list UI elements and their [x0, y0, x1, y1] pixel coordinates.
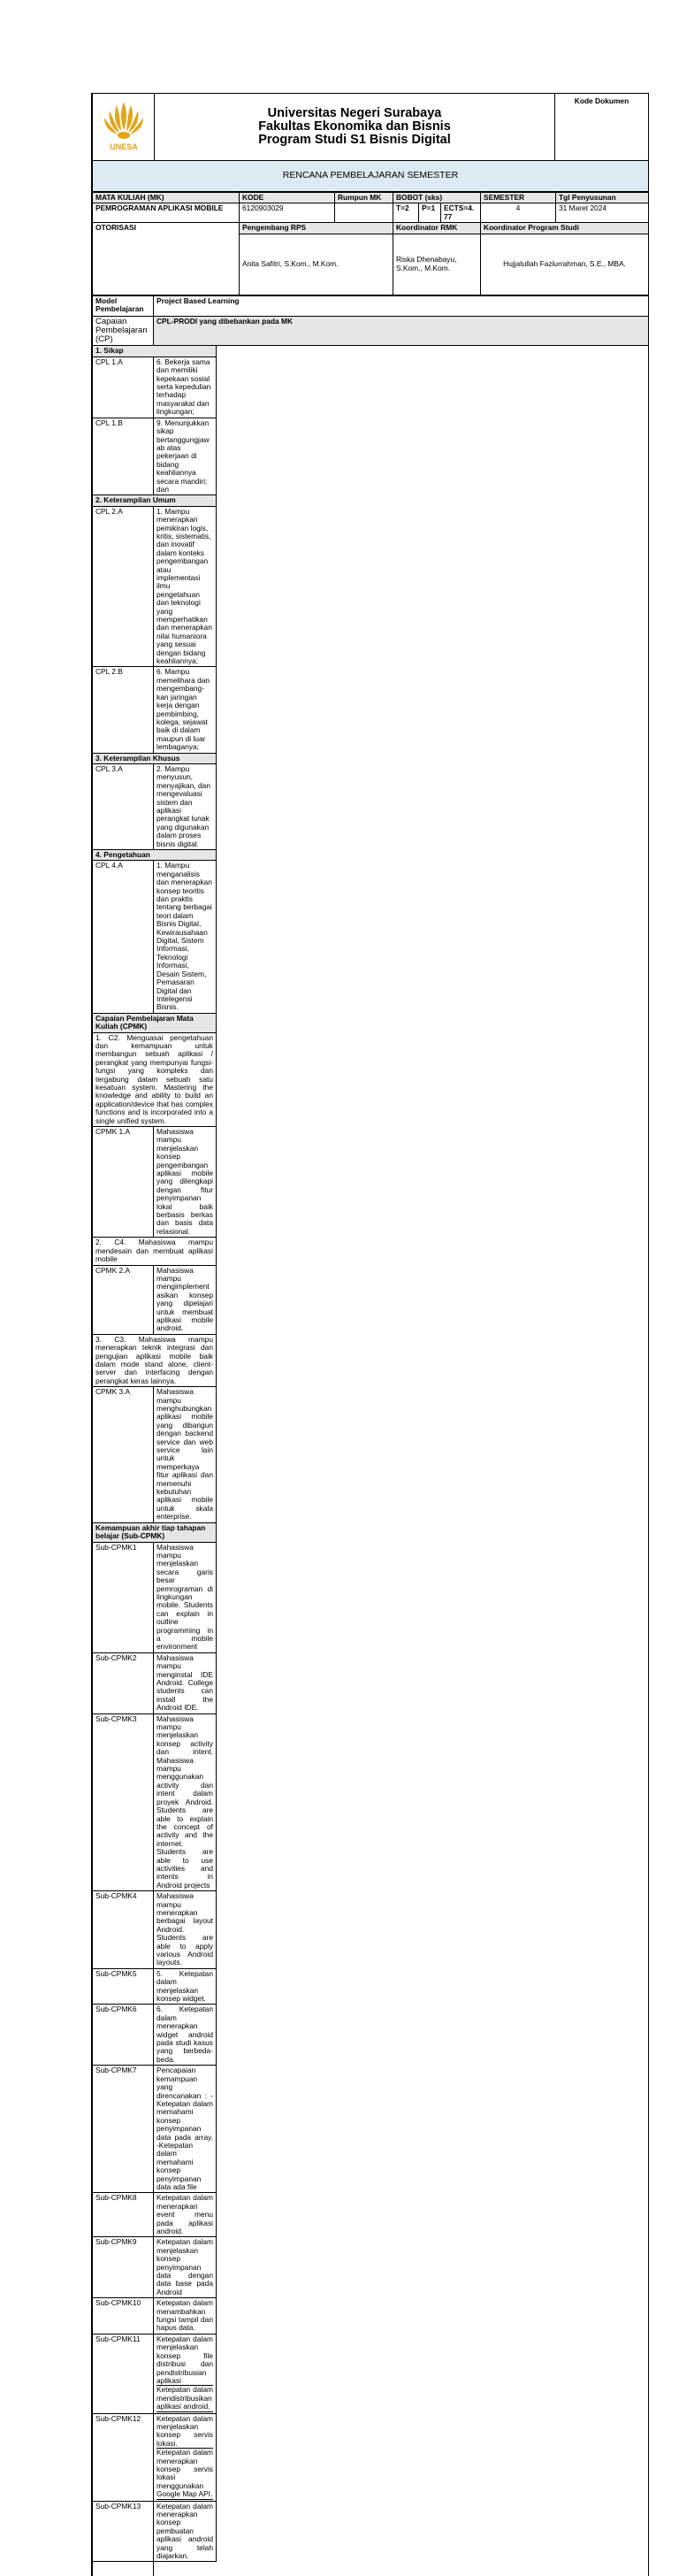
cpl-row — [93, 418, 649, 495]
cpl-code: CPL 3.A — [93, 763, 154, 849]
doc-code-label: Kode Dokumen — [555, 94, 649, 161]
cpl-text: 6. Bekerja sama dan memiliki kepekaan sosial serta kepedulian terhadap masyarakat dan lingkungan; — [154, 356, 217, 418]
koordinator-prodi-label: Koordinator Program Studi — [481, 223, 649, 234]
kode-label: KODE — [240, 193, 335, 203]
sub-cpmk-row — [93, 2298, 649, 2334]
header-table — [92, 93, 649, 192]
sub-cpmk-line: Mahasiswa mampu menerapkan berbagai layout Android. Students are able to apply various Android layouts. — [156, 1891, 213, 1967]
sub-cpmk-code: Sub-CPMK1 — [93, 1542, 154, 1652]
credit-p: P=1 — [419, 203, 441, 223]
cp-label: Capaian Pembelajaran (CP) — [93, 317, 154, 346]
otorisasi-label: OTORISASI — [93, 223, 240, 295]
sub-cpmk-line: Ketepatan dalam mendistribusikan aplikasi android. — [156, 2385, 213, 2411]
sub-cpmk-code: Sub-CPMK8 — [93, 2193, 154, 2237]
cpl-code: CPL 2.A — [93, 506, 154, 667]
sub-cpmk-code: Sub-CPMK13 — [93, 2501, 154, 2562]
cpmk-code: CPMK 3.A — [93, 1387, 154, 1523]
cpl-code: CPL 4.A — [93, 861, 154, 1013]
course-rumpun — [335, 203, 393, 223]
cpmk-row — [93, 1265, 649, 1334]
sub-cpmk-text — [154, 2005, 217, 2066]
sub-cpmk-text — [154, 2501, 217, 2562]
sub-cpmk-line: Mahasiswa mampu menjelaskan secara garis besar pemrograman di lingkungan mobile. Students can explain in outline programming in a mobile environment — [156, 1542, 213, 1652]
cpl-text: 2. Mampu menyusun, menyajikan, dan mengevaluasi sistem dan aplikasi perangkat lunak yang digunakan dalam proses bisnis digital. — [154, 763, 217, 849]
cpmk-intro: 1. C2. Menguasai pengetahuan dan kemampuan untuk membangun sebuah aplikasi / perangkat yang mempunyai fungsi-fungsi yang kompleks dan tergabung dalam sebuah satu kesatuan system. Mastering the knowledge and ability to build an application/device that has complex functions and is incorporated into a single unified system. — [93, 1032, 217, 1126]
unesa-logo — [93, 94, 155, 161]
sub-cpmk-code: Sub-CPMK5 — [93, 1968, 154, 2005]
sub-cpmk-row — [93, 1652, 649, 1714]
sub-cpmk-code: Sub-CPMK9 — [93, 2237, 154, 2298]
sub-cpmk-row — [93, 1891, 649, 1969]
mk-label: MATA KULIAH (MK) — [93, 193, 240, 203]
cp-body — [93, 346, 649, 2576]
cpmk-text: Mahasiswa mampu menghubungkan aplikasi mobile yang dibangun dengan backend service dan web service lain untuk memperkaya fitur aplikasi dan memenuhi kebutuhan aplikasi mobile untuk skala enterprise. — [154, 1387, 217, 1523]
cpl-prodi-header: CPL-PRODI yang dibebankan pada MK — [154, 317, 649, 346]
sub-cpmk-row — [93, 2066, 649, 2193]
cpl-group-title: 2. Keterampilan Umum — [93, 495, 217, 506]
koordinator-rmk-label: Koordinator RMK — [393, 223, 481, 234]
empty-cell — [154, 2562, 217, 2576]
rumpun-label: Rumpun MK — [335, 193, 393, 203]
institution-title — [155, 94, 555, 161]
sub-cpmk-row — [93, 2334, 649, 2413]
cpl-row — [93, 506, 649, 667]
sub-cpmk-line: Ketepatan dalam menerapkan event menu pada aplikasi android. — [156, 2193, 213, 2235]
cpl-group-title: 1. Sikap — [93, 346, 217, 356]
cpl-row — [93, 667, 649, 753]
model-label: Model Pembelajaran — [93, 295, 154, 317]
sub-cpmk-line: Ketepatan dalam menjelaskan konsep file distribusi dan pendistribusian aplikasi — [156, 2334, 213, 2385]
sub-cpmk-line: Ketepatan dalam menjelaskan konsep penyimpanan data dengan data base pada Android — [156, 2237, 213, 2296]
cpl-group-title: 3. Keterampilan Khusus — [93, 753, 217, 763]
rps-document — [91, 93, 649, 2576]
cpl-row — [93, 861, 649, 1013]
sub-cpmk-code: Sub-CPMK6 — [93, 2005, 154, 2066]
pengembang-name: Anita Safitri, S.Kom., M.Kom. — [240, 234, 393, 295]
sub-cpmk-text — [154, 2298, 217, 2334]
cpl-row — [93, 763, 649, 849]
sub-cpmk-line: Ketepatan dalam menerapkan konsep pembuatan aplikasi android yang telah diajarkan. — [156, 2501, 213, 2561]
course-name: PEMROGRAMAN APLIKASI MOBILE — [93, 203, 240, 223]
cpl-text: 1. Mampu menerapkan pemikiran logis, kritis, sistematis, dan inovatif dalam konteks pengembangan atau implementasi ilmu pengetahuan dan teknologi yang memperhatikan dan menerapkan nilai humaniora yang sesuai dengan bidang keahliannya; — [154, 506, 217, 667]
model-value: Project Based Learning — [154, 295, 649, 317]
sub-cpmk-line: Ketepatan dalam menambahkan fungsi tampil dan hapus data. — [156, 2298, 213, 2333]
sub-cpmk-text — [154, 1542, 217, 1652]
cpmk-text: Mahasiswa mampu menjelaskan konsep pengembangan aplikasi mobile yang dilengkapi dengan fitur penyimpanan lokal baik berbasis berkas dan basis data relasional. — [154, 1127, 217, 1238]
credit-t: T=2 — [393, 203, 419, 223]
sub-cpmk-row — [93, 2501, 649, 2562]
sub-cpmk-code: Sub-CPMK10 — [93, 2298, 154, 2334]
cpmk-header: Capaian Pembelajaran Mata Kuliah (CPMK) — [93, 1013, 217, 1032]
cpl-text: 9. Menunjukkan sikap bertanggungjawab atas pekerjaan di bidang keahliannya secara mandiri; dan — [154, 418, 217, 495]
sub-cpmk-text — [154, 1652, 217, 1714]
sub-cpmk-row — [93, 2005, 649, 2066]
tgl-label: Tgl Penyusunan — [556, 193, 649, 203]
cpmk-row — [93, 1387, 649, 1523]
sub-cpmk-code: Sub-CPMK11 — [93, 2334, 154, 2413]
sub-cpmk-line: Mahasiswa mampu menjelaskan konsep activity dan intent. Mahasiswa mampu menggunakan activity dan intent dalam proyek Android. Students are able to explain the concept of activity and the internet. Students are able to use activities and intents in Android projects — [156, 1714, 213, 1890]
sub-cpmk-text — [154, 2413, 217, 2501]
cpmk-text: Mahasiswa mampu mengimplementasikan konsep yang dipelajari untuk membuat aplikasi mobile android. — [154, 1265, 217, 1334]
sub-cpmk-line: 6. Ketepatan dalam menerapkan widget android pada studi kasus yang berbeda-beda. — [156, 2005, 213, 2064]
cpmk-code: CPMK 2.A — [93, 1265, 154, 1334]
sub-cpmk-row — [93, 1968, 649, 2005]
course-semester: 4 — [481, 203, 556, 223]
sub-cpmk-text — [154, 2334, 217, 2413]
course-date: 31 Maret 2024 — [556, 203, 649, 223]
sub-cpmk-text — [154, 2193, 217, 2237]
cpl-row — [93, 356, 649, 418]
sub-cpmk-line: Mahasiswa mampu menginstal IDE Android. College students can install the Android IDE. — [156, 1652, 213, 1713]
sub-cpmk-code: Sub-CPMK2 — [93, 1652, 154, 1714]
cpl-group-title: 4. Pengetahuan — [93, 850, 217, 861]
document-title: RENCANA PEMBELAJARAN SEMESTER — [93, 161, 649, 192]
course-table — [92, 192, 649, 295]
sub-cpmk-text — [154, 1891, 217, 1969]
koordinator-prodi-name: Hujjatullah Fazlurrahman, S.E., MBA. — [481, 234, 649, 295]
cpmk-intro: 2. C4. Mahasiswa mampu mendesain dan membuat aplikasi mobile — [93, 1238, 217, 1265]
sub-cpmk-text — [154, 2237, 217, 2298]
cpmk-row — [93, 1127, 649, 1238]
cpl-code: CPL 1.A — [93, 356, 154, 418]
sub-cpmk-row — [93, 1542, 649, 1652]
cpmk-intro: 3. C3. Mahasiswa mampu menerapkan teknik integrasi dan pengujian aplikasi mobile baik dalam mode stand alone, client-server dan interfacing dengan perangkat keras lainnya. — [93, 1334, 217, 1386]
sub-cpmk-header: Kemampuan akhir tiap tahapan belajar (Sub-CPMK) — [93, 1522, 217, 1542]
cpl-code: CPL 2.B — [93, 667, 154, 753]
cp-table — [92, 295, 649, 2576]
sub-cpmk-line: Ketepatan dalam menerapkan konsep servis lokasi menggunakan Google Map API. — [156, 2448, 213, 2499]
sub-cpmk-code: Sub-CPMK3 — [93, 1714, 154, 1891]
cpl-code: CPL 1.B — [93, 418, 154, 495]
sub-cpmk-text — [154, 2066, 217, 2193]
sub-cpmk-text — [154, 1714, 217, 1891]
university-name: Universitas Negeri Surabaya — [267, 106, 442, 120]
pengembang-label: Pengembang RPS — [240, 223, 393, 234]
sub-cpmk-code: Sub-CPMK7 — [93, 2066, 154, 2193]
sub-cpmk-code: Sub-CPMK4 — [93, 1891, 154, 1969]
sub-cpmk-row — [93, 2193, 649, 2237]
cpl-text: 6. Mampu memelihara dan mengembang-kan jaringan kerja dengan pembimbing, kolega, sejawat baik di dalam maupun di luar lembaganya; — [154, 667, 217, 753]
empty-cell — [93, 2562, 154, 2576]
sub-cpmk-code: Sub-CPMK12 — [93, 2413, 154, 2501]
koordinator-rmk-name: Riska Dhenabayu, S.Kom., M.Kom. — [393, 234, 481, 295]
unesa-logo-icon — [101, 98, 147, 153]
sub-cpmk-text — [154, 1968, 217, 2005]
sub-cpmk-row — [93, 2413, 649, 2501]
sub-cpmk-line: Pencapaian kemampuan yang direncanakan : -Ketepatan dalam memahami konsep penyimpanan data pada array. -Ketepatan dalam memahami konsep penyimpanan data ada file — [156, 2066, 213, 2191]
course-code: 6120903029 — [240, 203, 335, 223]
semester-label: SEMESTER — [481, 193, 556, 203]
cpl-text: 1. Mampu menganalisis dan menerapkan konsep teoritis dan praktis tentang berbagai teori dalam Bisnis Digital, Kewirausahaan Digital, Sistem Informasi, Teknologi Informasi, Desain Sistem, Pemasaran Digital dan Intelegensi Bisnis. — [154, 861, 217, 1013]
faculty-name: Fakultas Ekonomika dan Bisnis — [258, 119, 451, 134]
program-name: Program Studi S1 Bisnis Digital — [258, 133, 451, 147]
sub-cpmk-row — [93, 1714, 649, 1891]
sub-cpmk-line: 5. Ketepatan dalam menjelaskan konsep widget. — [156, 1968, 213, 2004]
sub-cpmk-row — [93, 2237, 649, 2298]
svg-text:UNESA: UNESA — [109, 142, 138, 152]
credit-ects: ECTS=4.77 — [441, 203, 481, 223]
sub-cpmk-line: Ketepatan dalam menjelaskan konsep servis lokasi. — [156, 2413, 213, 2448]
cpmk-code: CPMK 1.A — [93, 1127, 154, 1238]
bobot-label: BOBOT (sks) — [393, 193, 481, 203]
